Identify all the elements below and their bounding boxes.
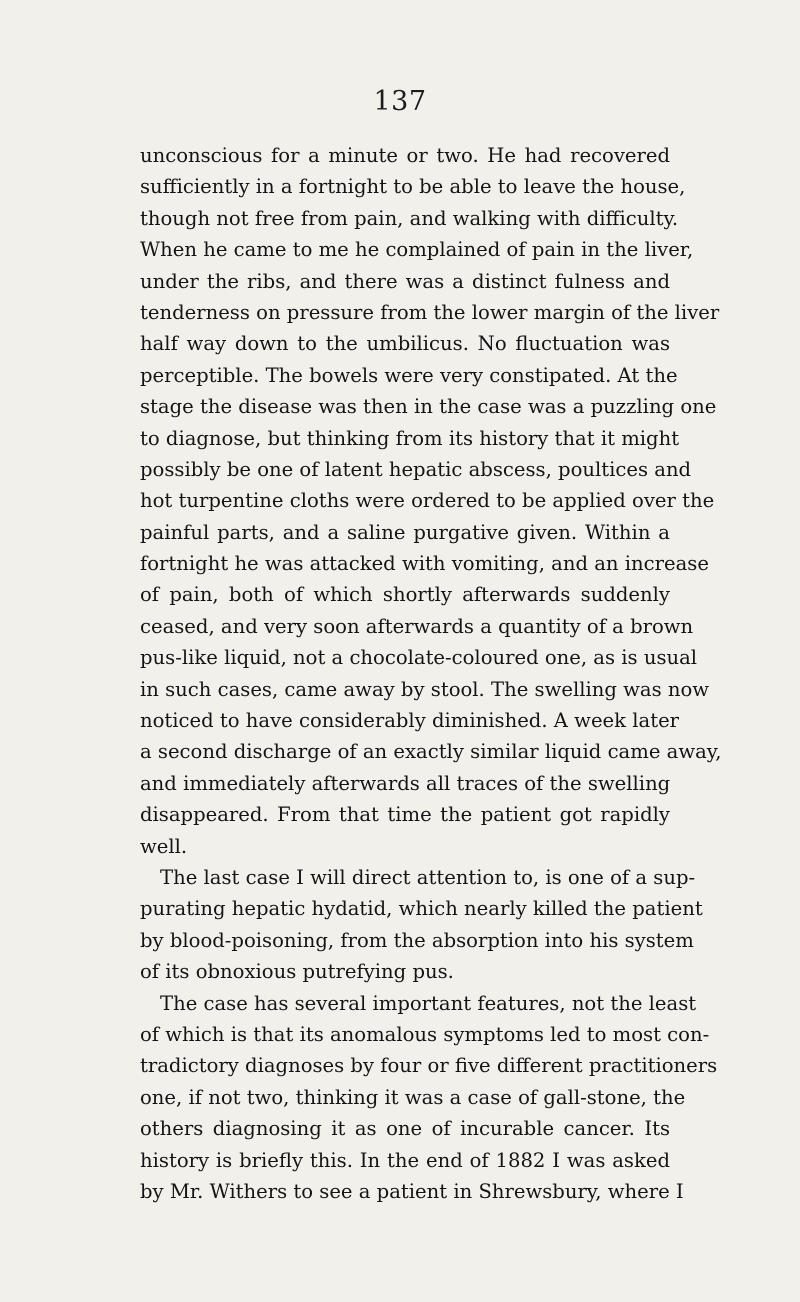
- text-line: painful parts, and a saline purgative given. Within a: [140, 520, 670, 544]
- text-line: ceased, and very soon afterwards a quantity of a brown: [140, 614, 694, 638]
- text-line: under the ribs, and there was a distinct fulness and: [140, 269, 670, 293]
- text-line: The last case I will direct attention to, is one of a sup-: [160, 865, 696, 889]
- text-line: purating hepatic hydatid, which nearly killed the patient: [140, 897, 703, 921]
- text-line: and immediately afterwards all traces of the swelling: [140, 771, 671, 795]
- text-line: half way down to the umbilicus. No fluctuation was: [140, 332, 670, 356]
- text-line: perceptible. The bowels were very constipated. At the: [140, 363, 678, 387]
- text-line: hot turpentine cloths were ordered to be applied over the: [140, 489, 715, 513]
- text-line: When he came to me he complained of pain in the liver,: [140, 238, 694, 262]
- text-line: tradictory diagnoses by four or five different practitioners: [140, 1054, 718, 1078]
- text-line: of which is that its anomalous symptoms led to most con-: [140, 1022, 710, 1046]
- text-line: of its obnoxious putrefying pus.: [140, 960, 454, 984]
- text-line: well.: [140, 834, 188, 858]
- text-line: in such cases, came away by stool. The swelling was now: [140, 677, 710, 701]
- text-line: though not free from pain, and walking with difficulty.: [140, 206, 679, 230]
- text-line: by Mr. Withers to see a patient in Shrewsbury, where I: [140, 1179, 684, 1203]
- text-line: one, if not two, thinking it was a case of gall-stone, the: [140, 1085, 686, 1109]
- text-line: pus-like liquid, not a chocolate-coloured one, as is usual: [140, 646, 698, 670]
- page-number: 137: [373, 86, 427, 117]
- text-line: sufficiently in a fortnight to be able to leave the house,: [140, 175, 686, 199]
- text-line: to diagnose, but thinking from its history that it might: [140, 426, 680, 450]
- text-line: tenderness on pressure from the lower margin of the liver: [140, 300, 720, 324]
- text-line: The case has several important features, not the least: [160, 991, 697, 1015]
- text-line: disappeared. From that time the patient got rapidly: [140, 803, 670, 827]
- text-line: history is briefly this. In the end of 1882 I was asked: [140, 1148, 670, 1172]
- text-line: a second discharge of an exactly similar liquid came away,: [140, 740, 722, 764]
- body-text: [140, 140, 722, 1207]
- text-line: possibly be one of latent hepatic abscess, poultices and: [140, 457, 692, 481]
- text-line: unconscious for a minute or two. He had recovered: [140, 144, 670, 167]
- text-line: noticed to have considerably diminished. A week later: [140, 709, 680, 733]
- text-line: others diagnosing it as one of incurable cancer. Its: [140, 1117, 670, 1141]
- text-line: stage the disease was then in the case was a puzzling one: [140, 395, 717, 419]
- text-line: fortnight he was attacked with vomiting, and an increase: [140, 552, 709, 576]
- text-line: of pain, both of which shortly afterwards suddenly: [140, 583, 670, 607]
- text-line: by blood-poisoning, from the absorption into his system: [140, 928, 694, 952]
